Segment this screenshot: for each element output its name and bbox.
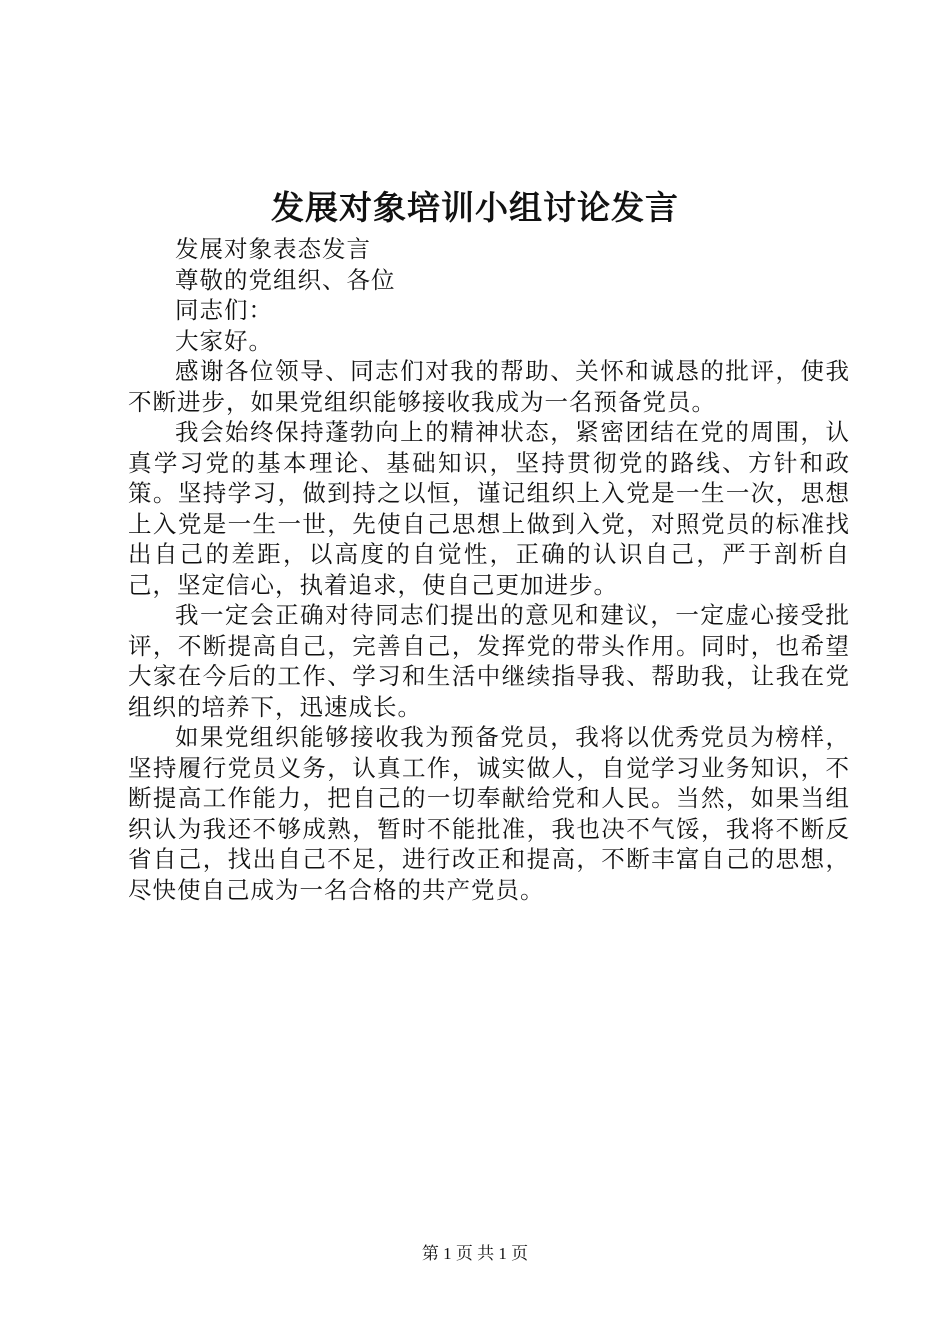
paragraph-salutation-cont: 同志们：: [175, 296, 273, 324]
paragraph-greeting: 大家好。: [175, 326, 273, 355]
paragraph-criticism: 我一定会正确对待同志们提出的意见和建议，一定虚心接受批评，不断提高自己，完善自己，发挥党的带头作用。同时，也希望大家在今后的工作、学习和生活中继续指导我、帮助我，让我在党组织的培养下，迅速成长。: [128, 601, 850, 721]
paragraph-thanks: 感谢各位领导、同志们对我的帮助、关怀和诚恳的批评，使我不断进步，如果党组织能够接收我成为一名预备党员。: [128, 357, 850, 416]
document-title: 发展对象培训小组讨论发言: [271, 188, 679, 227]
paragraph-heading: 发展对象表态发言: [175, 235, 371, 263]
paragraph-conclusion: 如果党组织能够接收我为预备党员，我将以优秀党员为榜样，坚持履行党员义务，认真工作，诚实做人，自觉学习业务知识，不断提高工作能力，把自己的一切奉献给党和人民。当然，如果当组织认为我还不够成熟，暂时不能批准，我也决不气馁，我将不断反省自己，找出自己不足，进行改正和提高，不断丰富自己的思想，尽快使自己成为一名合格的共产党员。: [128, 723, 850, 904]
page-footer: 第 1 页 共 1 页: [421, 1244, 529, 1263]
paragraph-commitment: 我会始终保持蓬勃向上的精神状态，紧密团结在党的周围，认真学习党的基本理论、基础知识，坚持贯彻党的路线、方针和政策。坚持学习，做到持之以恒，谨记组织上入党是一生一次，思想上入党是一生一世，先使自己思想上做到入党，对照党员的标准找出自己的差距，以高度的自觉性，正确的认识自己，严于剖析自己，坚定信心，执着追求，使自己更加进步。: [128, 418, 850, 599]
paragraph-salutation: 尊敬的党组织、各位: [175, 265, 396, 294]
document-body: [128, 234, 850, 905]
